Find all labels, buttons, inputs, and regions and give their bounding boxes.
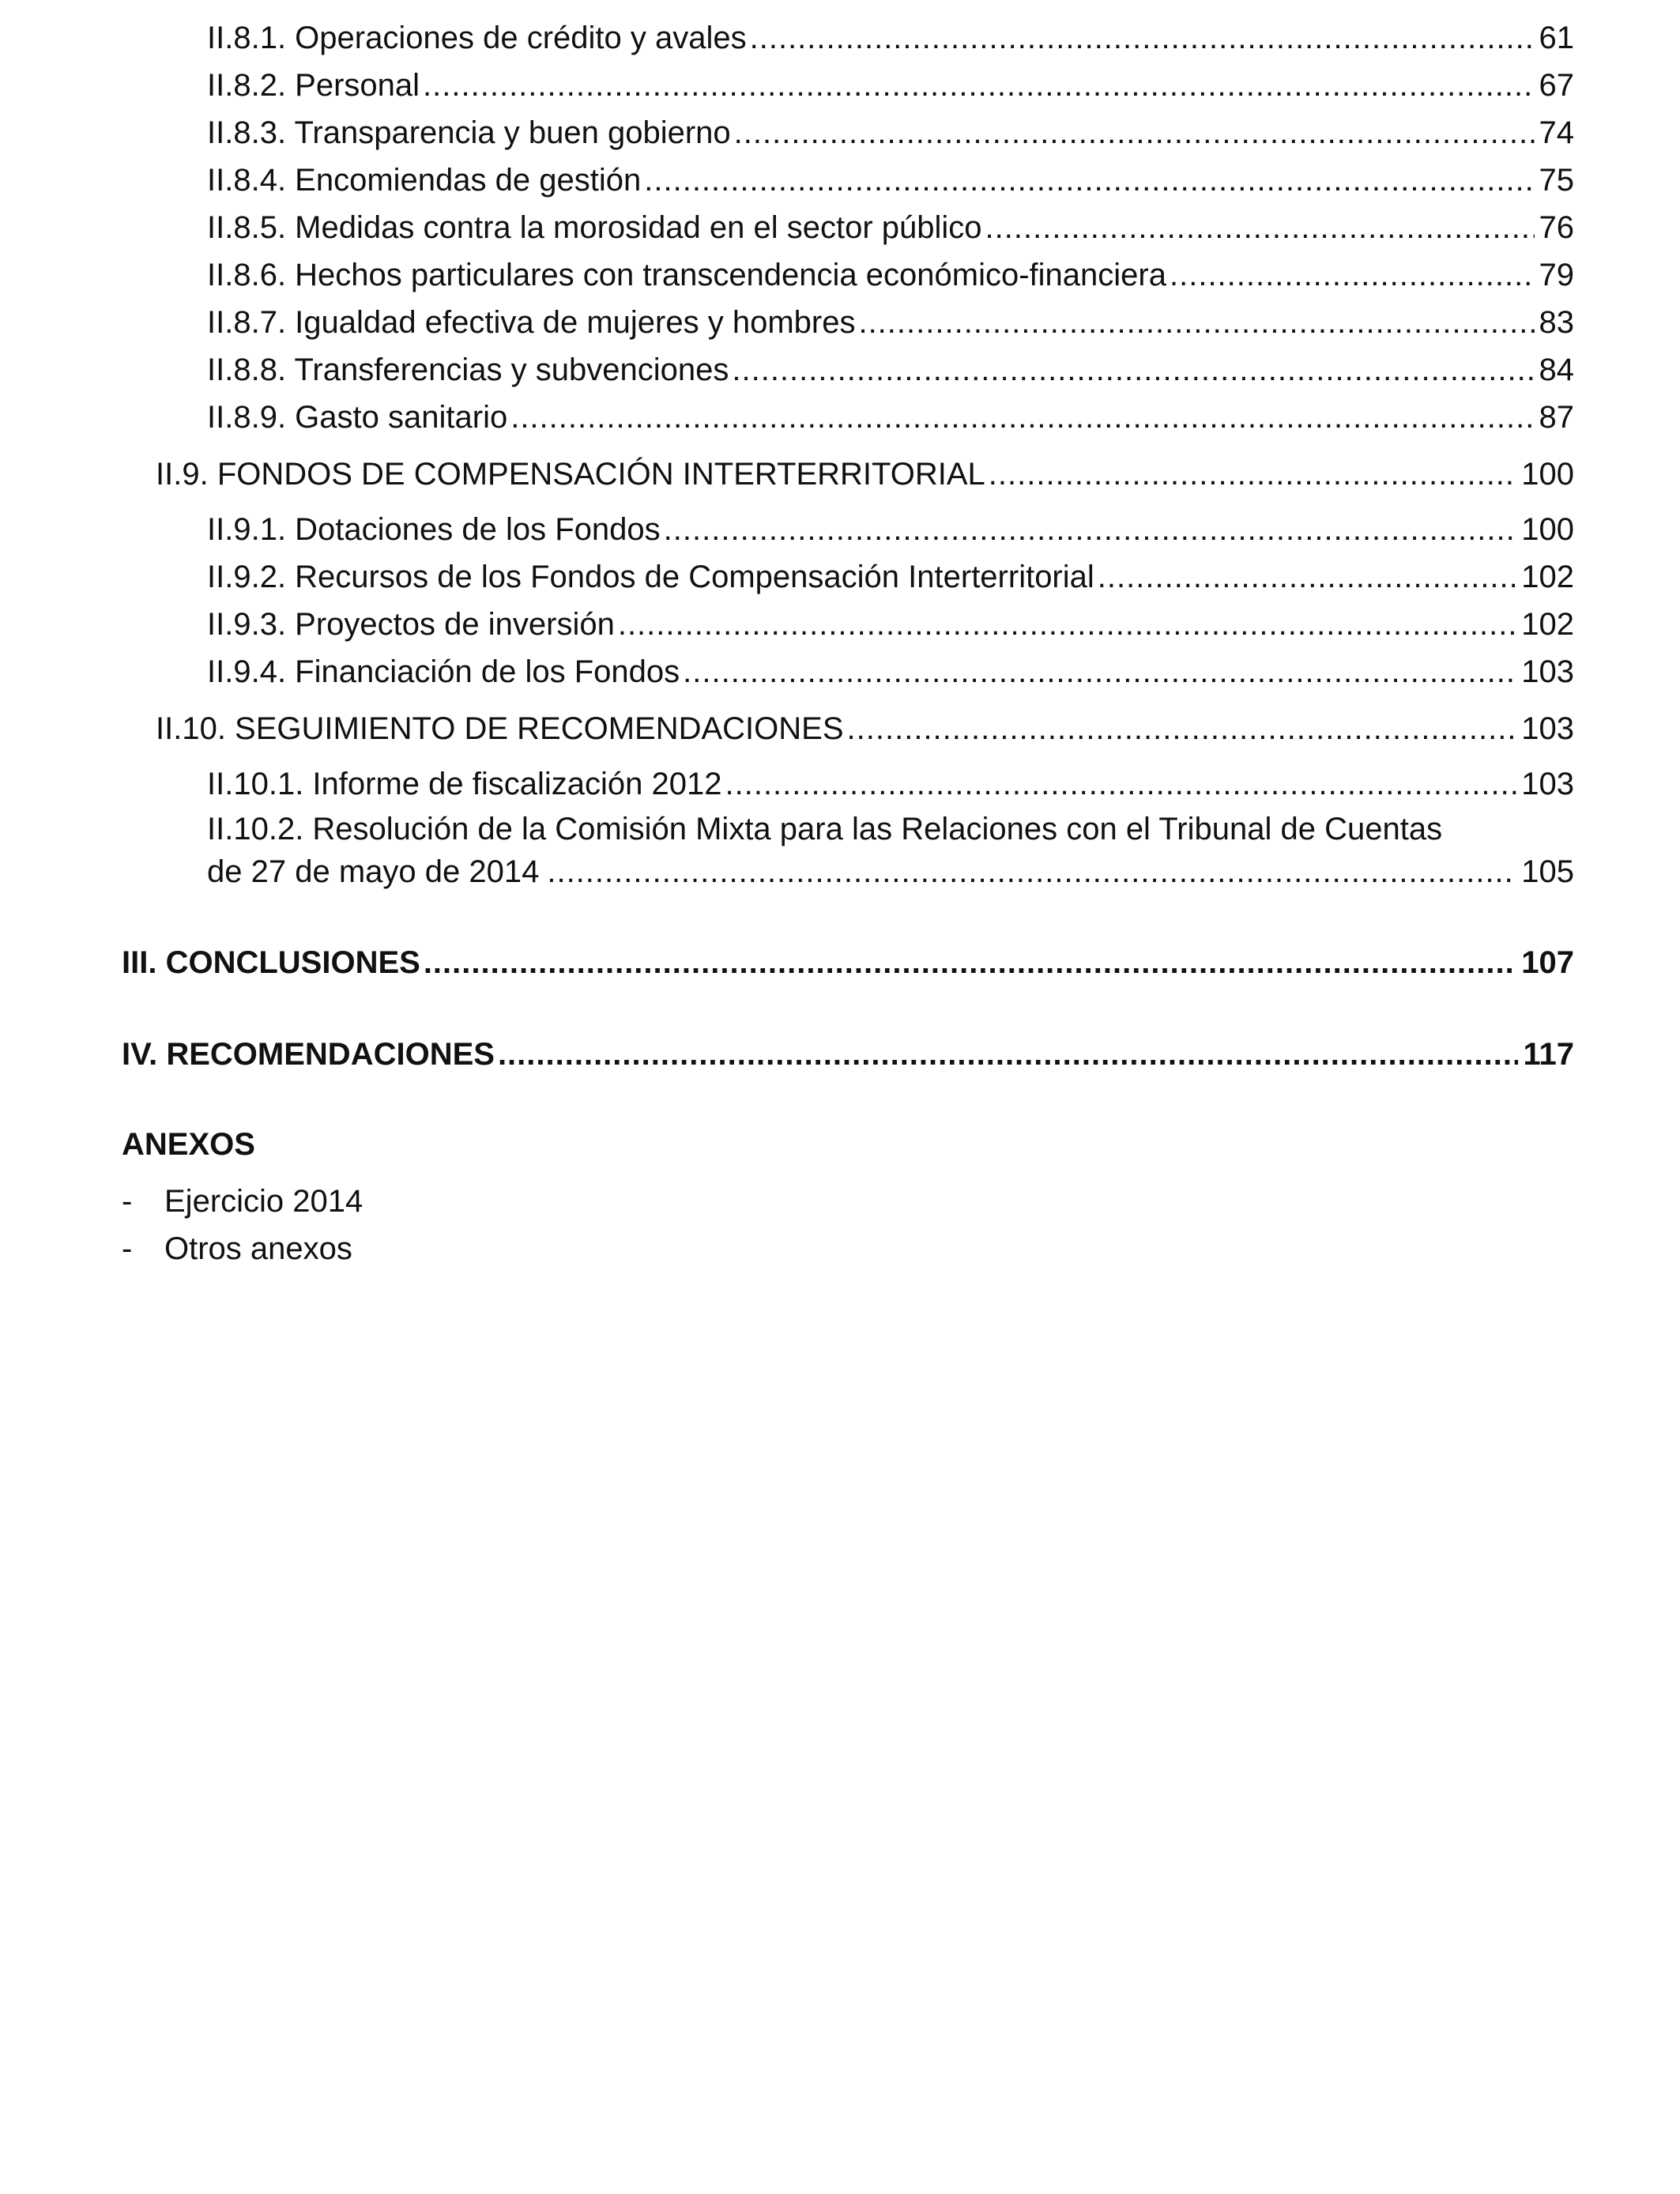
toc-entry-ii-9-2[interactable] [207,558,1574,596]
toc-entry-title: II.9.1. Dotaciones de los Fondos [207,512,661,547]
toc-entry-title: II.10. SEGUIMIENTO DE RECOMENDACIONES [156,711,844,746]
dot-leader [732,351,1534,389]
toc-page-number: 100 [1521,512,1574,547]
toc-page-number: 79 [1539,258,1574,292]
annex-item-label: Ejercicio 2014 [164,1184,363,1219]
dot-leader [547,850,1516,893]
toc-page-number: 102 [1521,607,1574,642]
toc-entry-title-continued: de 27 de mayo de 2014 [207,854,540,889]
toc-entry-title: II.8.1. Operaciones de crédito y avales [207,21,747,55]
toc-entry-ii-10-1[interactable] [207,765,1574,803]
toc-page-number: 67 [1539,68,1574,103]
toc-entry-title: II.8.4. Encomiendas de gestión [207,163,642,198]
toc-entry-ii-8-4[interactable] [207,161,1574,199]
dot-leader [847,710,1517,748]
list-dash: - [122,1231,133,1266]
toc-entry-ii-10[interactable] [156,710,1574,748]
toc-entry-continuation [207,850,1574,893]
toc-entry-title: II.8.5. Medidas contra la morosidad en el sector público [207,210,982,245]
toc-page-number: 103 [1521,711,1574,746]
toc-entry-title: II.10.1. Informe de fiscalización 2012 [207,767,722,801]
toc-page-number: 76 [1539,210,1574,245]
toc-entry-ii-9-1[interactable] [207,511,1574,548]
toc-page-number: 100 [1521,457,1574,492]
toc-page-number: 103 [1521,767,1574,801]
toc-entry-title: II.10.2. Resolución de la Comisión Mixta para las Relaciones con el Tribunal de Cuentas [207,812,1443,846]
dot-leader [989,455,1516,493]
toc-entry-ii-8-8[interactable] [207,351,1574,389]
toc-entry-ii-8-1[interactable] [207,19,1574,57]
toc-entry-ii-10-2[interactable] [207,808,1574,893]
toc-page-number: 83 [1539,305,1574,340]
dot-leader [644,161,1534,199]
toc-page-number: 87 [1539,400,1574,435]
toc-entry-iii-conclusiones[interactable] [122,944,1574,982]
toc-entry-title: III. CONCLUSIONES [122,945,420,980]
dot-leader [423,66,1534,104]
annex-item-label: Otros anexos [164,1231,352,1266]
toc-entry-title: II.8.8. Transferencias y subvenciones [207,352,729,387]
toc-entry-title: II.8.2. Personal [207,68,420,103]
toc-page-number: 75 [1539,163,1574,198]
dot-leader [985,209,1535,247]
toc-entry-title: IV. RECOMENDACIONES [122,1037,495,1072]
toc-entry-title: II.8.3. Transparencia y buen gobierno [207,115,731,150]
toc-page-number: 84 [1539,352,1574,387]
toc-entry-ii-9[interactable] [156,455,1574,493]
toc-entry-ii-8-3[interactable] [207,114,1574,152]
toc-page-number: 117 [1523,1037,1574,1072]
dot-leader [750,19,1535,57]
annex-heading: ANEXOS [122,1127,255,1162]
dot-leader [725,765,1516,803]
toc-entry-ii-8-2[interactable] [207,66,1574,104]
toc-entry-ii-8-5[interactable] [207,209,1574,247]
annex-item-ejercicio[interactable] [122,1182,363,1220]
toc-entry-title: II.8.7. Igualdad efectiva de mujeres y hombres [207,305,856,340]
toc-page-number: 105 [1521,854,1574,889]
toc-entry-title: II.9.4. Financiación de los Fondos [207,654,680,689]
toc-entry-title: II.8.9. Gasto sanitario [207,400,508,435]
dot-leader [858,303,1534,341]
dot-leader [424,944,1516,982]
toc-entry-ii-9-4[interactable] [207,653,1574,691]
toc-page-number: 107 [1521,945,1574,980]
annex-item-otros[interactable] [122,1230,352,1268]
dot-leader [498,1035,1519,1073]
toc-entry-ii-8-7[interactable] [207,303,1574,341]
toc-page-number: 102 [1521,560,1574,594]
toc-entry-ii-8-6[interactable] [207,256,1574,294]
toc-entry-title: II.9.2. Recursos de los Fondos de Compensación Interterritorial [207,560,1094,594]
toc-entry-title: II.9. FONDOS DE COMPENSACIÓN INTERTERRITORIAL [156,457,985,492]
dot-leader [1170,256,1535,294]
toc-page-number: 74 [1539,115,1574,150]
toc-page-number: 61 [1539,21,1574,55]
toc-entry-iv-recomendaciones[interactable] [122,1035,1574,1073]
toc-page-number: 103 [1521,654,1574,689]
dot-leader [664,511,1517,548]
toc-entry-ii-9-3[interactable] [207,605,1574,643]
dot-leader [683,653,1516,691]
dot-leader [734,114,1535,152]
toc-entry-ii-8-9[interactable] [207,398,1574,436]
dot-leader [510,398,1534,436]
dot-leader [1098,558,1516,596]
list-dash: - [122,1184,133,1219]
toc-entry-title: II.8.6. Hechos particulares con transcendencia económico-financiera [207,258,1166,292]
toc-entry-title: II.9.3. Proyectos de inversión [207,607,615,642]
dot-leader [618,605,1516,643]
